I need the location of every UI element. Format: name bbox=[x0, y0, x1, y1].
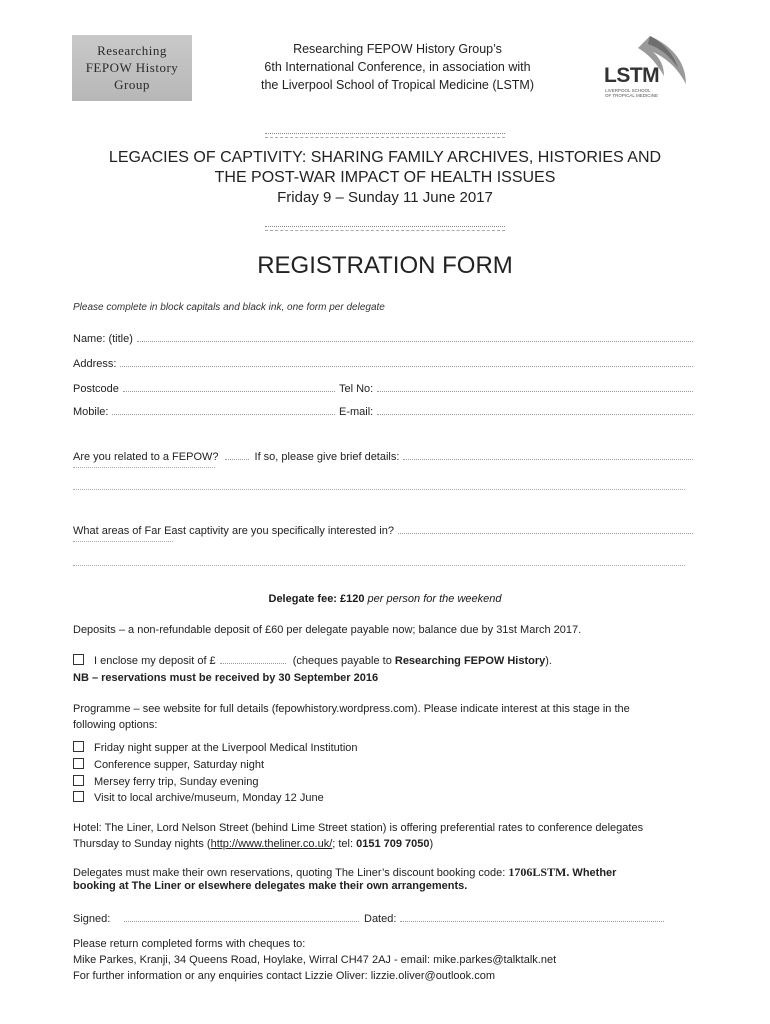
lstm-name: LSTM bbox=[604, 64, 660, 87]
related-details-label: If so, please give brief details: bbox=[254, 451, 400, 463]
hotel-link[interactable]: http://www.theliner.co.uk/ bbox=[210, 838, 333, 850]
hotel-suffix: ) bbox=[429, 838, 434, 850]
tel-label: Tel No: bbox=[339, 383, 374, 395]
option-checkbox-3[interactable] bbox=[73, 775, 84, 786]
conference-dates: Friday 9 – Sunday 11 June 2017 bbox=[277, 189, 493, 206]
return-line-2: Mike Parkes, Kranji, 34 Queens Road, Hoylake, Wirral CH47 2AJ - email: mike.parkes@talktalk.net bbox=[73, 954, 557, 966]
delegates-line-2: booking at The Liner or elsewhere delegates make their own arrangements. bbox=[73, 880, 468, 892]
related-answer-field[interactable] bbox=[225, 451, 249, 460]
interest-line-1[interactable] bbox=[73, 540, 173, 542]
logo-line-2: FEPOW History bbox=[85, 60, 179, 75]
postcode-label: Postcode bbox=[73, 383, 119, 395]
name-field[interactable] bbox=[137, 333, 693, 342]
option-label-2: Conference supper, Saturday night bbox=[94, 759, 265, 771]
related-details-line-2[interactable] bbox=[73, 488, 685, 490]
interest-label: What areas of Far East captivity are you specifically interested in? bbox=[73, 525, 394, 537]
option-checkbox-2[interactable] bbox=[73, 758, 84, 769]
conference-header bbox=[225, 40, 570, 94]
option-row bbox=[73, 790, 324, 806]
hotel-line-1: Hotel: The Liner, Lord Nelson Street (behind Lime Street station) is offering preferential rates to conference delegates bbox=[73, 822, 644, 834]
related-details-line-1[interactable] bbox=[73, 466, 215, 468]
option-label-3: Mersey ferry trip, Sunday evening bbox=[94, 776, 259, 788]
tel-field[interactable] bbox=[377, 383, 693, 392]
return-line-3: For further information or any enquiries contact Lizzie Oliver: lizzie.oliver@outlook.com bbox=[73, 970, 496, 982]
email-field[interactable] bbox=[377, 406, 693, 415]
delegate-fee bbox=[40, 593, 730, 605]
enclose-row bbox=[73, 653, 552, 669]
interest-field[interactable] bbox=[398, 525, 693, 534]
address-label: Address: bbox=[73, 358, 117, 370]
booking-code: 1706LSTM. bbox=[508, 865, 570, 879]
enclose-payee: Researching FEPOW History bbox=[394, 655, 546, 667]
fepow-logo bbox=[72, 35, 192, 101]
enclose-suffix: ). bbox=[545, 655, 552, 667]
delegates-prefix: Delegates must make their own reservations, quoting The Liner’s discount booking code: bbox=[73, 867, 509, 879]
postcode-row bbox=[73, 383, 335, 395]
mobile-row bbox=[73, 406, 335, 418]
signature-field[interactable] bbox=[124, 913, 359, 922]
programme-text: Programme – see website for full details (fepowhistory.wordpress.com). Please indicate interest at this stage in the following options: bbox=[73, 703, 630, 731]
signed-row bbox=[73, 913, 359, 925]
name-label: Name: (title) bbox=[73, 333, 133, 345]
form-heading: REGISTRATION FORM bbox=[257, 252, 513, 279]
fee-note: per person for the weekend bbox=[364, 593, 502, 605]
interest-line-2[interactable] bbox=[73, 564, 685, 566]
address-field[interactable] bbox=[120, 358, 693, 367]
tel-row bbox=[339, 383, 693, 395]
delegates-suffix: Whether bbox=[569, 867, 617, 879]
lstm-logo bbox=[598, 34, 688, 114]
deposits-text: Deposits – a non-refundable deposit of £60 per delegate payable now; balance due by 31st March 2017. bbox=[73, 624, 582, 636]
related-label: Are you related to a FEPOW? bbox=[73, 451, 219, 463]
email-row bbox=[339, 406, 693, 418]
hotel-line-2 bbox=[73, 836, 433, 852]
interest-row bbox=[73, 525, 693, 537]
lstm-subtitle bbox=[605, 88, 658, 98]
divider-top bbox=[265, 133, 505, 138]
option-row bbox=[73, 740, 358, 756]
name-row bbox=[73, 333, 693, 345]
signed-label: Signed: bbox=[73, 913, 111, 925]
dated-label: Dated: bbox=[364, 913, 397, 925]
return-line-1: Please return completed forms with cheques to: bbox=[73, 938, 306, 950]
deposit-amount-field[interactable] bbox=[220, 655, 286, 664]
option-checkbox-4[interactable] bbox=[73, 791, 84, 802]
enclose-prefix: I enclose my deposit of £ bbox=[94, 655, 216, 667]
dated-row bbox=[364, 913, 664, 925]
date-field[interactable] bbox=[400, 913, 664, 922]
form-instructions: Please complete in block capitals and black ink, one form per delegate bbox=[73, 302, 385, 313]
deposit-checkbox[interactable] bbox=[73, 654, 84, 665]
hotel-tel-prefix: ; tel: bbox=[332, 838, 357, 850]
conference-title-line-1: LEGACIES OF CAPTIVITY: SHARING FAMILY ARCHIVES, HISTORIES AND bbox=[108, 149, 662, 166]
header-line-1: Researching FEPOW History Group’s bbox=[293, 42, 502, 56]
conference-title-line-2: THE POST-WAR IMPACT OF HEALTH ISSUES bbox=[214, 169, 556, 186]
hotel-prefix: Thursday to Sunday nights ( bbox=[73, 838, 211, 850]
nb-reservations: NB – reservations must be received by 30 September 2016 bbox=[73, 672, 379, 684]
fee-amount: Delegate fee: £120 bbox=[268, 593, 365, 605]
option-checkbox-1[interactable] bbox=[73, 741, 84, 752]
mobile-label: Mobile: bbox=[73, 406, 109, 418]
hotel-tel: 0151 709 7050 bbox=[356, 838, 430, 850]
option-label-1: Friday night supper at the Liverpool Medical Institution bbox=[94, 742, 358, 754]
mobile-field[interactable] bbox=[112, 406, 335, 415]
logo-line-1: Researching bbox=[97, 43, 167, 58]
enclose-middle: (cheques payable to bbox=[289, 655, 395, 667]
logo-line-3: Group bbox=[114, 77, 150, 92]
option-label-4: Visit to local archive/museum, Monday 12 June bbox=[94, 792, 324, 804]
header-line-3: the Liverpool School of Tropical Medicine (LSTM) bbox=[260, 78, 535, 92]
related-details-field[interactable] bbox=[403, 451, 693, 460]
divider-bottom bbox=[265, 226, 505, 231]
option-row bbox=[73, 774, 258, 790]
header-line-2: 6th International Conference, in association with bbox=[264, 60, 531, 74]
lstm-sub-line-1: LIVERPOOL SCHOOL bbox=[605, 88, 651, 93]
postcode-field[interactable] bbox=[123, 383, 335, 392]
lstm-sub-line-2: OF TROPICAL MEDICINE bbox=[605, 93, 659, 98]
email-label: E-mail: bbox=[339, 406, 374, 418]
address-row bbox=[73, 358, 693, 370]
related-row bbox=[73, 451, 693, 463]
option-row bbox=[73, 757, 264, 773]
